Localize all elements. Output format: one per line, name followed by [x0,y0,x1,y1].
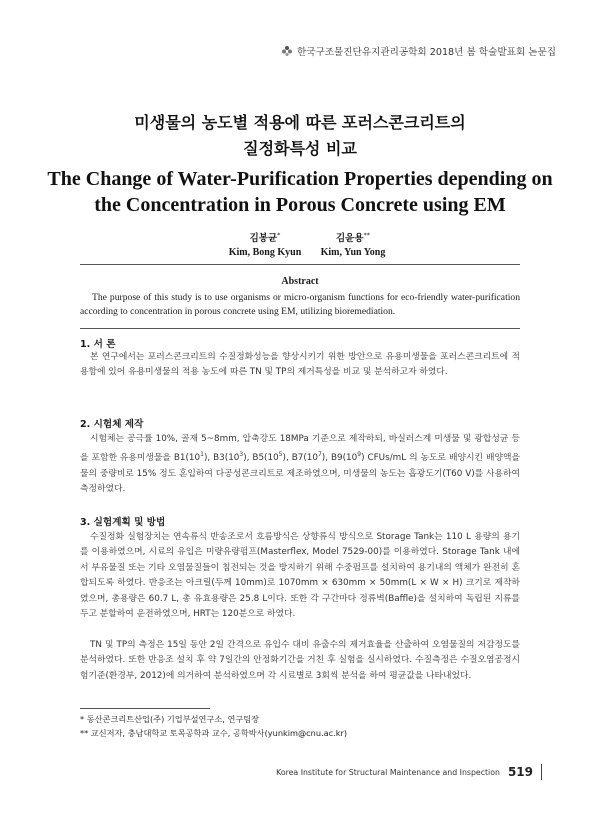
exponent-b5: 5 [278,451,283,459]
author-2-english-name: Kim, Yun Yong [320,247,386,259]
journal-name: 한국구조물진단유지관리공학회 2018년 봄 학술발표회 논문집 [296,47,556,58]
author-1-korean-name: 김봉균 [249,233,278,245]
exponent-b9: 9 [357,451,362,459]
section-3-paragraph-2: TN 및 TP의 측정은 15일 동안 2일 간격으로 유입수 대비 유출수의 제거효율을 산출하여 오염물질의 저감정도를 분석하였다. 또한 반응조 설치 후 약 7일간의 안정화기간을 거친 후 실험을 실시하였다. 수질측정은 수질오염공정시험기준(환경부, 2012)에 의거하여 분석하였으며 각 시료별로 3회씩 분석을 하여 평균값을 나타내었다. [80,640,520,681]
abstract-bottom-rule [80,328,520,329]
page-number: 519 [507,765,533,779]
title-english-line2: the Concentration in Porous Concrete using EM [94,194,506,216]
footnote-1: * 동산콘크리트산업(주) 기업부설연구소, 연구팀장 [80,714,260,724]
section-2-body [80,432,520,498]
section-2-text-b: ), B3(10 [203,453,240,464]
exponent-b7: 7 [317,451,322,459]
author-2 [308,228,398,260]
abstract-body: The purpose of this study is to use organisms or micro-organism functions for eco-friendly water-purification according to concentration in porous concrete using EM, utilizing bioremediation. [80,292,520,317]
title-english [0,166,600,218]
footnote-2: ** 교신저자, 충남대학교 토목공학과 교수, 공학박사(yunkim@cnu.ac.kr) [80,728,348,738]
section-2-heading: 2. 시험체 제작 [80,419,144,430]
section-1-body: 본 연구에서는 포러스콘크리트의 수질정화성능을 향상시키기 위한 방안으로 유용미생물을 포러스콘크리트에 적용함에 있어 유용미생물의 적용 농도에 따른 TN 및 TP의 제거특성을 비교 및 분석하고자 하였다. [80,352,520,378]
footnote-rule [80,708,210,709]
section-3-paragraph-1: 수질정화 실험장치는 연속류식 반송조로서 흐름방식은 상향류식 방식으로 Storage Tank는 110 L 용량의 용기를 이용하였으며, 시료의 유입은 미량유량펌프(Masterflex, Model 7529-00)를 이용하였다. Storage Tank 내에서 부유물질 또는 기타 오염물질들이 침전되는 것을 방지하기 위해 수중펌프를 설치하여 용기내의 액체가 완전히 혼합되도록 하였다. 반응조는 아크릴(두께 10mm)로 1070mm × 630mm × 50mm(L × W × H) 크기로 제작하였으며, 총용량은 60.7 L, 총 유효용량은 25.8 L이다. 또한 각 구간마다 정류벽(Baffle)을 설치하여 독립된 지류를 두고 분할하여 운전하였으며, HRT는 120분으로 하였다. [80,532,520,620]
title-korean-line2: 질정화특성 비교 [243,139,357,158]
page-footer [276,764,542,780]
section-2-text-d: ), B7(10 [282,453,318,464]
section-3-heading: 3. 실험계획 및 방법 [80,517,166,528]
title-korean [0,110,600,162]
section-2-text-e: ), B9(10 [321,453,358,464]
section-2-text-a: 시험체는 공극률 10%, 골재 5~8mm, 압축강도 18MPa 기준으로 제작하되, 바실러스계 미생물 및 광합성균 등을 포함한 유용미생물을 B1(10 [80,434,520,464]
title-english-line1: The Change of Water-Purification Properties depending on [47,168,553,190]
footer-organization: Korea Institute for Structural Maintenance and Inspection [276,767,500,777]
flower-logo-icon [281,45,293,57]
exponent-b1: 1 [200,451,204,459]
section-2-text-f: ) CFUs/mL 의 농도로 배양시킨 배양액을 물의 중량비로 15% 정도 혼입하여 다공성콘크리트로 제조하였으며, 미생물의 농도는 흡광도기(T60 V)를 사용하여 측정하였다. [80,453,520,495]
title-korean-line1: 미생물의 농도별 적용에 따른 포러스콘크리트의 [134,113,466,132]
author-1-mark: * [277,231,281,239]
section-1-heading: 1. 서 론 [80,339,116,350]
author-1 [220,228,310,260]
exponent-b3: 3 [239,451,244,459]
abstract-top-rule [80,264,520,265]
author-2-mark: ** [363,231,371,239]
footer-divider [541,764,542,780]
journal-header [281,44,556,58]
author-2-korean-name: 김윤용 [335,233,364,245]
author-1-english-name: Kim, Bong Kyun [228,247,302,259]
abstract-heading: Abstract [281,276,319,287]
section-2-text-c: ), B5(10 [243,453,279,464]
